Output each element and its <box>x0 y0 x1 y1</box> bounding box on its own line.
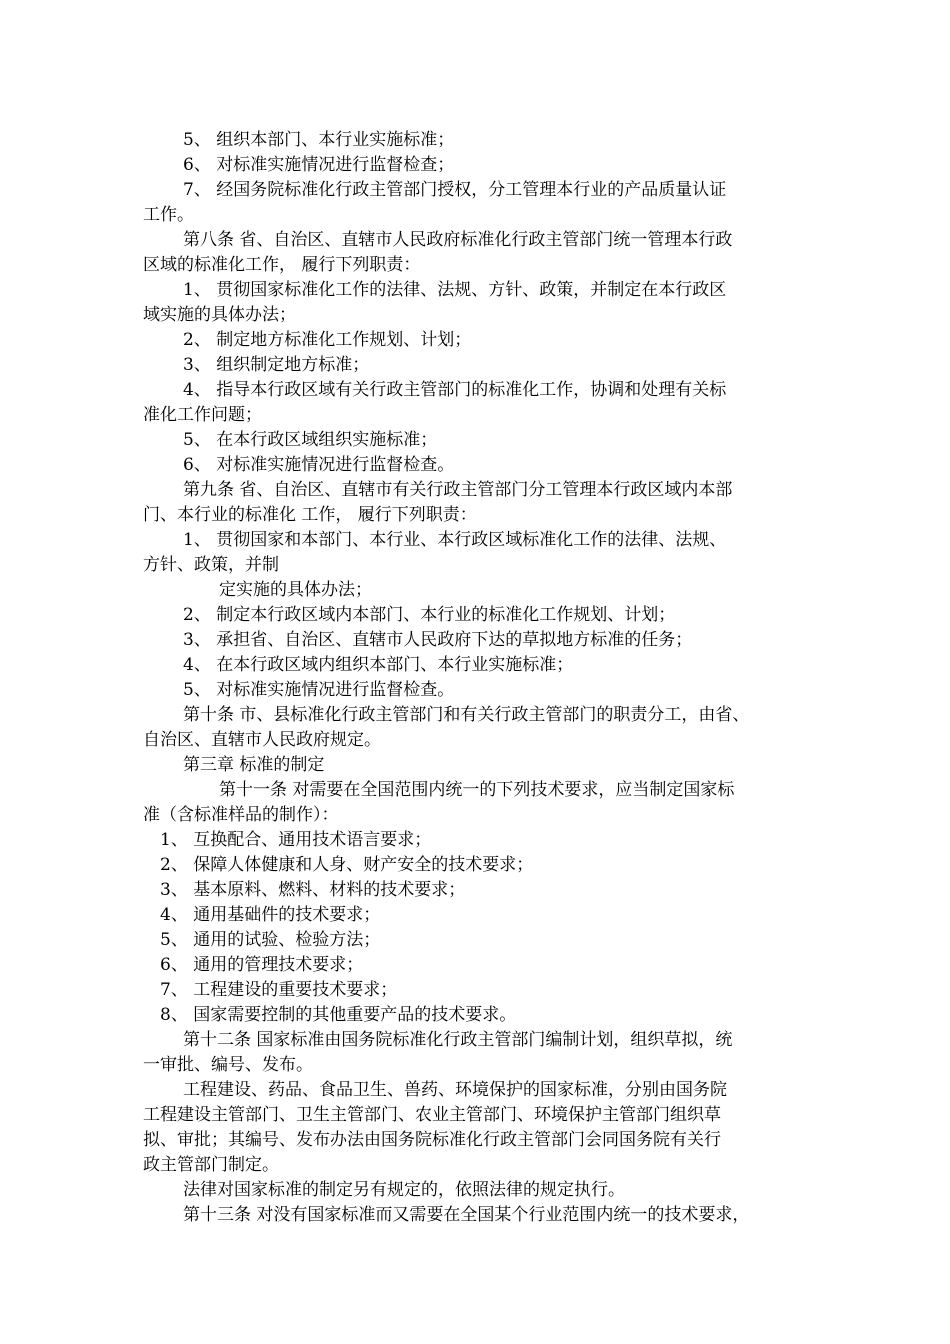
list-item: 6、 通用的管理技术要求； <box>160 955 364 975</box>
text-line: 5、 对标准实施情况进行监督检查。 <box>183 680 455 700</box>
text-line: 4、 在本行政区域内组织本部门、本行业实施标准； <box>183 655 574 675</box>
text-line: 自治区、直辖市人民政府规定。 <box>143 730 381 750</box>
text-line: 拟、审批；其编号、发布办法由国务院标准化行政主管部门会同国务院有关行 <box>143 1130 721 1150</box>
list-item: 3、 基本原料、燃料、材料的技术要求； <box>160 880 466 900</box>
article-heading: 第十一条 对需要在全国范围内统一的下列技术要求，应当制定国家标 <box>219 780 735 800</box>
text-line: 政主管部门制定。 <box>143 1155 279 1175</box>
list-item: 1、 互换配合、通用技术语言要求； <box>160 830 432 850</box>
list-item: 5、 通用的试验、检验方法； <box>160 930 381 950</box>
text-line: 3、 组织制定地方标准； <box>183 355 370 375</box>
article-heading: 第十条 市、县标准化行政主管部门和有关行政主管部门的职责分工，由省、 <box>183 705 750 725</box>
text-line: 工程建设主管部门、卫生主管部门、农业主管部门、环境保护主管部门组织草 <box>143 1105 721 1125</box>
list-item: 7、 工程建设的重要技术要求； <box>160 980 398 1000</box>
text-line: 区域的标准化工作， 履行下列职责： <box>143 255 421 275</box>
list-item: 8、 国家需要控制的其他重要产品的技术要求。 <box>160 1005 517 1025</box>
text-line: 方针、政策，并制 <box>143 555 279 575</box>
text-line: 工作。 <box>143 205 194 225</box>
article-heading: 第八条 省、自治区、直辖市人民政府标准化行政主管部门统一管理本行政 <box>183 230 733 250</box>
text-line: 法律对国家标准的制定另有规定的，依照法律的规定执行。 <box>183 1180 625 1200</box>
text-line: 2、 制定本行政区域内本部门、本行业的标准化工作规划、计划； <box>183 605 676 625</box>
text-line: 1、 贯彻国家标准化工作的法律、法规、方针、政策，并制定在本行政区 <box>183 280 727 300</box>
text-line: 1、 贯彻国家和本部门、本行业、本行政区域标准化工作的法律、法规、 <box>183 530 727 550</box>
article-heading: 第九条 省、自治区、直辖市有关行政主管部门分工管理本行政区域内本部 <box>183 480 733 500</box>
chapter-heading: 第三章 标准的制定 <box>183 755 325 775</box>
text-line: 一审批、编号、发布。 <box>143 1055 313 1075</box>
text-line: 6、 对标准实施情况进行监督检查。 <box>183 455 455 475</box>
text-line: 7、 经国务院标准化行政主管部门授权，分工管理本行业的产品质量认证 <box>183 180 727 200</box>
text-line: 准（含标准样品的制作）： <box>143 805 339 825</box>
list-item: 2、 保障人体健康和人身、财产安全的技术要求； <box>160 855 534 875</box>
text-line: 5、 组织本部门、本行业实施标准； <box>183 130 455 150</box>
text-line: 2、 制定地方标准化工作规划、计划； <box>183 330 472 350</box>
text-line: 3、 承担省、自治区、直辖市人民政府下达的草拟地方标准的任务； <box>183 630 693 650</box>
article-heading: 第十二条 国家标准由国务院标准化行政主管部门编制计划，组织草拟，统 <box>183 1030 733 1050</box>
text-line: 准化工作问题； <box>143 405 262 425</box>
text-line: 工程建设、药品、食品卫生、兽药、环境保护的国家标准，分别由国务院 <box>183 1080 727 1100</box>
article-heading: 第十三条 对没有国家标准而又需要在全国某个行业范围内统一的技术要求， <box>183 1205 750 1225</box>
text-line: 4、 指导本行政区域有关行政主管部门的标准化工作，协调和处理有关标 <box>183 380 727 400</box>
text-line: 门、本行业的标准化 工作， 履行下列职责： <box>143 505 477 525</box>
text-line: 域实施的具体办法； <box>143 305 296 325</box>
text-line: 5、 在本行政区域组织实施标准； <box>183 430 438 450</box>
list-item: 4、 通用基础件的技术要求； <box>160 905 381 925</box>
text-line: 6、 对标准实施情况进行监督检查； <box>183 155 455 175</box>
text-line: 定实施的具体办法； <box>219 580 372 600</box>
